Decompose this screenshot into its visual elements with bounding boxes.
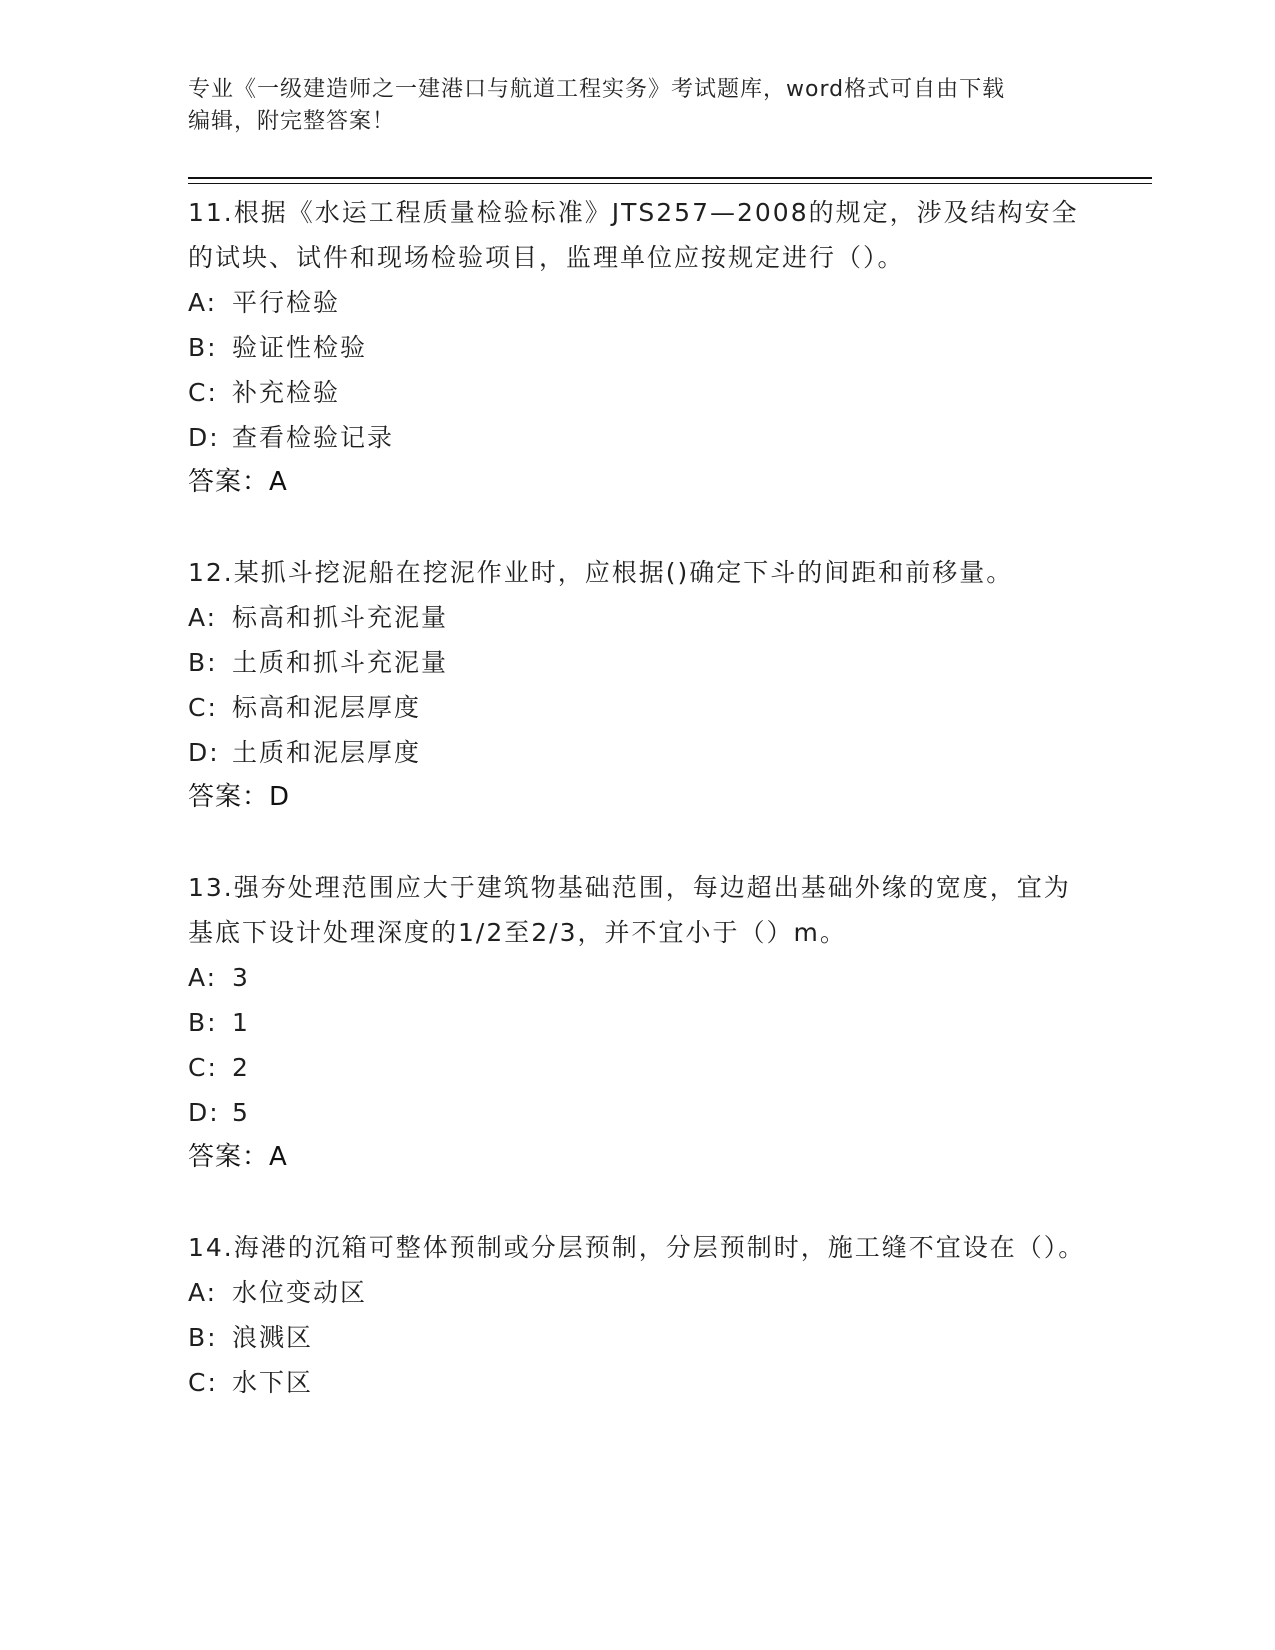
option-letter: A: xyxy=(188,603,218,632)
option-d xyxy=(188,415,1088,460)
option-c xyxy=(188,685,1088,730)
option-text: 补充检验 xyxy=(232,378,341,407)
option-b xyxy=(188,325,1088,370)
question-stem: 11.根据《水运工程质量检验标准》JTS257—2008的规定，涉及结构安全的试块、试件和现场检验项目，监理单位应按规定进行（）。 xyxy=(188,198,1079,272)
option-letter: D: xyxy=(188,738,220,767)
header-line-2: 编辑，附完整答案！ xyxy=(188,109,396,134)
option-text: 浪溅区 xyxy=(232,1323,314,1352)
answer-line: 答案：A xyxy=(188,1142,288,1172)
option-b xyxy=(188,640,1088,685)
option-c xyxy=(188,1045,1088,1090)
option-text: 土质和抓斗充泥量 xyxy=(232,648,449,677)
question-14 xyxy=(188,1225,1088,1405)
option-a xyxy=(188,280,1088,325)
question-spacer xyxy=(188,820,1088,865)
option-text: 5 xyxy=(232,1098,250,1127)
option-text: 标高和泥层厚度 xyxy=(232,693,422,722)
header-rule-thick xyxy=(188,177,1152,179)
option-text: 水下区 xyxy=(232,1368,314,1397)
option-text: 1 xyxy=(232,1008,250,1037)
question-list xyxy=(188,190,1088,1405)
option-letter: B: xyxy=(188,1323,218,1352)
question-12 xyxy=(188,550,1088,820)
option-letter: A: xyxy=(188,963,218,992)
option-letter: A: xyxy=(188,288,218,317)
question-stem: 13.强夯处理范围应大于建筑物基础范围，每边超出基础外缘的宽度，宜为基底下设计处理深度的1/2至2/3，并不宜小于（）m。 xyxy=(188,873,1071,947)
answer-line: 答案：A xyxy=(188,467,288,497)
question-spacer xyxy=(188,505,1088,550)
option-letter: C: xyxy=(188,378,218,407)
option-letter: C: xyxy=(188,693,218,722)
option-a xyxy=(188,1270,1088,1315)
option-a xyxy=(188,595,1088,640)
option-letter: B: xyxy=(188,1008,218,1037)
option-text: 查看检验记录 xyxy=(232,423,395,452)
answer-line: 答案：D xyxy=(188,782,291,812)
question-13 xyxy=(188,865,1088,1180)
header-line-1: 专业《一级建造师之一建港口与航道工程实务》考试题库，word格式可自由下载 xyxy=(188,77,1006,102)
option-letter: C: xyxy=(188,1368,218,1397)
option-text: 土质和泥层厚度 xyxy=(232,738,422,767)
option-text: 平行检验 xyxy=(232,288,341,317)
option-letter: D: xyxy=(188,1098,220,1127)
option-letter: A: xyxy=(188,1278,218,1307)
option-letter: C: xyxy=(188,1053,218,1082)
document-header xyxy=(188,74,1088,138)
option-c xyxy=(188,370,1088,415)
question-11 xyxy=(188,190,1088,505)
option-b xyxy=(188,1000,1088,1045)
option-text: 2 xyxy=(232,1053,250,1082)
option-text: 水位变动区 xyxy=(232,1278,368,1307)
header-rule-thin xyxy=(188,183,1152,184)
option-text: 3 xyxy=(232,963,250,992)
question-stem: 14.海港的沉箱可整体预制或分层预制，分层预制时，施工缝不宜设在（）。 xyxy=(188,1233,1086,1262)
option-a xyxy=(188,955,1088,1000)
option-b xyxy=(188,1315,1088,1360)
option-d xyxy=(188,1090,1088,1135)
option-c xyxy=(188,1360,1088,1405)
question-spacer xyxy=(188,1180,1088,1225)
option-text: 标高和抓斗充泥量 xyxy=(232,603,449,632)
option-text: 验证性检验 xyxy=(232,333,368,362)
option-letter: B: xyxy=(188,648,218,677)
option-letter: D: xyxy=(188,423,220,452)
option-letter: B: xyxy=(188,333,218,362)
question-stem: 12.某抓斗挖泥船在挖泥作业时，应根据()确定下斗的间距和前移量。 xyxy=(188,558,1014,587)
option-d xyxy=(188,730,1088,775)
